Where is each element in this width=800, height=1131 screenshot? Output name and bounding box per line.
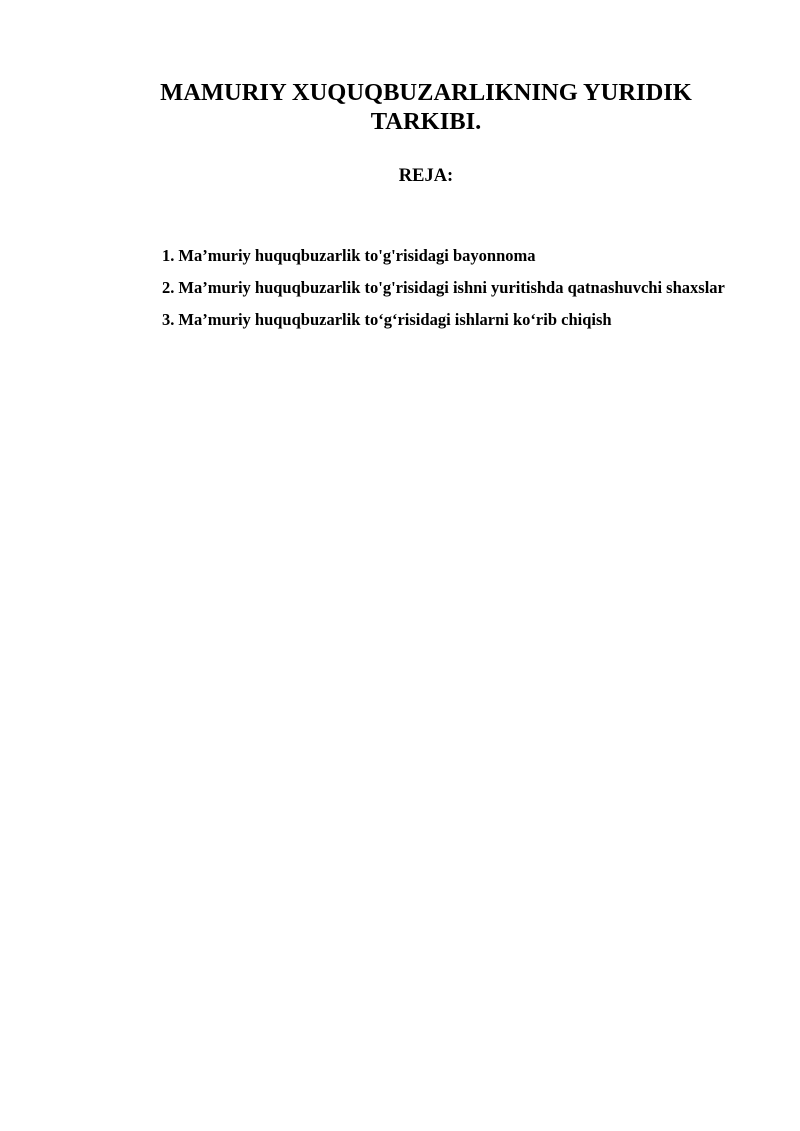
document-title: MAMURIY XUQUQBUZARLIKNING YURIDIK TARKIBI. (160, 79, 692, 135)
plan-heading: REJA: (398, 166, 454, 186)
plan-item-2 (114, 276, 742, 300)
plan-item-3 (114, 308, 742, 332)
plan-list (114, 244, 742, 340)
plan-item-text: Ma’muriy huquqbuzarlik to‘g‘risidagi ishlarni ko‘rib chiqish (178, 310, 612, 329)
plan-item-text: Ma’muriy huquqbuzarlik to'g'risidagi ishni yuritishda qatnashuvchi shaxslar (178, 278, 725, 297)
plan-item-number: 2. (162, 278, 175, 297)
plan-item-number: 1. (162, 246, 175, 265)
plan-item-number: 3. (162, 310, 175, 329)
plan-item-1 (114, 244, 742, 268)
plan-item-text: Ma’muriy huquqbuzarlik to'g'risidagi bayonnoma (178, 246, 536, 265)
